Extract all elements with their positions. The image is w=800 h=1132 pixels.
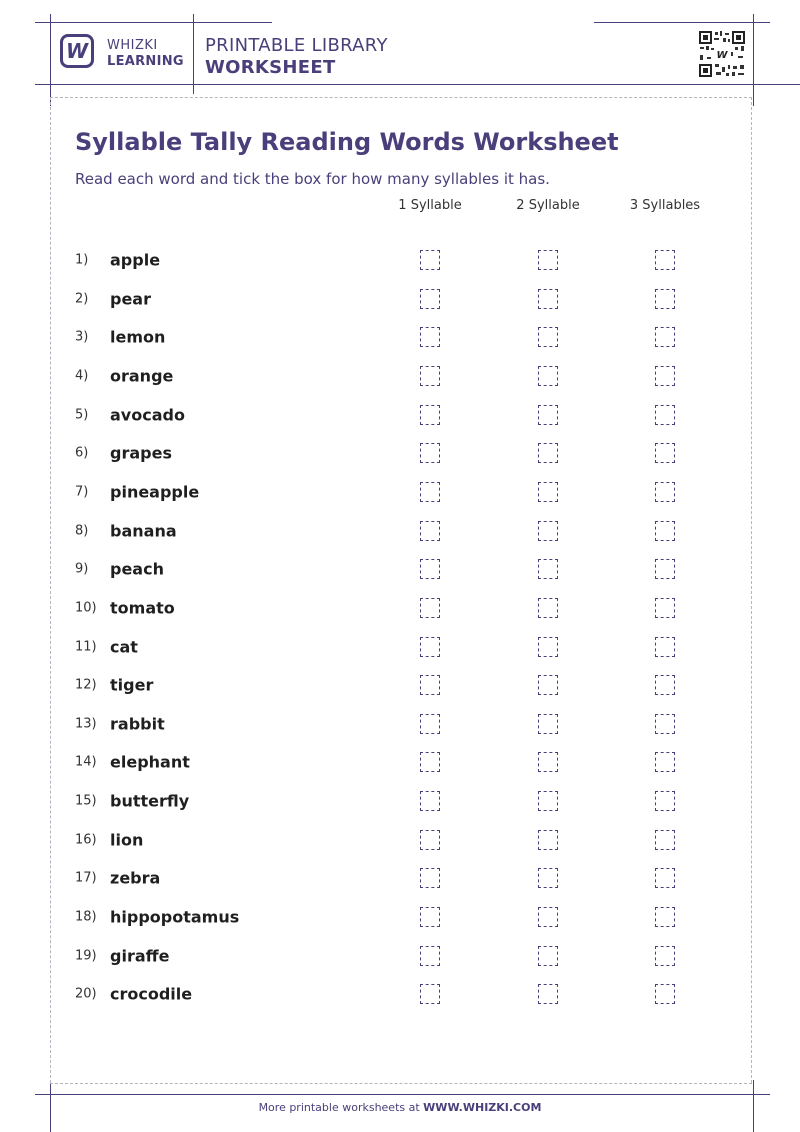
row-number: 9) [75, 561, 89, 577]
header-right-rule [753, 14, 754, 106]
tick-box-3-syllable[interactable] [655, 946, 675, 966]
row-number: 19) [75, 948, 97, 964]
tick-box-2-syllable[interactable] [538, 791, 558, 811]
tick-box-1-syllable[interactable] [420, 327, 440, 347]
row-number: 10) [75, 600, 97, 616]
library-label: PRINTABLE LIBRARY [205, 35, 388, 56]
tick-box-1-syllable[interactable] [420, 675, 440, 695]
brand-name-bottom: LEARNING [107, 54, 184, 69]
tick-box-3-syllable[interactable] [655, 598, 675, 618]
table-row [0, 357, 800, 395]
row-word: giraffe [110, 946, 170, 966]
row-number: 13) [75, 716, 97, 732]
tick-box-1-syllable[interactable] [420, 250, 440, 270]
column-header-1-syllable: 1 Syllable [398, 198, 462, 213]
table-row [0, 975, 800, 1013]
tick-box-3-syllable[interactable] [655, 327, 675, 347]
table-row [0, 898, 800, 936]
tick-box-2-syllable[interactable] [538, 250, 558, 270]
row-word: pear [110, 289, 151, 309]
table-row [0, 241, 800, 279]
table-row [0, 705, 800, 743]
tick-box-1-syllable[interactable] [420, 521, 440, 541]
tick-box-2-syllable[interactable] [538, 907, 558, 927]
tick-box-2-syllable[interactable] [538, 482, 558, 502]
row-number: 14) [75, 754, 97, 770]
row-number: 16) [75, 832, 97, 848]
tick-box-2-syllable[interactable] [538, 675, 558, 695]
tick-box-1-syllable[interactable] [420, 405, 440, 425]
row-number: 7) [75, 484, 89, 500]
row-number: 18) [75, 909, 97, 925]
tick-box-1-syllable[interactable] [420, 907, 440, 927]
tick-box-2-syllable[interactable] [538, 830, 558, 850]
row-word: cat [110, 637, 138, 656]
row-number: 2) [75, 291, 89, 307]
tick-box-2-syllable[interactable] [538, 559, 558, 579]
table-row [0, 550, 800, 588]
tick-box-1-syllable[interactable] [420, 289, 440, 309]
tick-box-2-syllable[interactable] [538, 868, 558, 888]
row-word: peach [110, 559, 164, 579]
tick-box-2-syllable[interactable] [538, 752, 558, 772]
tick-box-3-syllable[interactable] [655, 791, 675, 811]
row-word: lion [110, 830, 144, 850]
tick-box-2-syllable[interactable] [538, 714, 558, 734]
tick-box-3-syllable[interactable] [655, 289, 675, 309]
footer-top-rule [35, 1094, 770, 1095]
table-row [0, 434, 800, 472]
table-row [0, 512, 800, 550]
worksheet-label: WORKSHEET [205, 57, 336, 78]
row-word: rabbit [110, 714, 165, 734]
tick-box-3-syllable[interactable] [655, 675, 675, 695]
tick-box-2-syllable[interactable] [538, 521, 558, 541]
tick-box-2-syllable[interactable] [538, 946, 558, 966]
instructions-text: Read each word and tick the box for how many syllables it has. [75, 170, 550, 188]
row-word: zebra [110, 868, 161, 888]
table-row [0, 396, 800, 434]
tick-box-1-syllable[interactable] [420, 598, 440, 618]
table-row [0, 280, 800, 318]
page-border-top [50, 97, 752, 98]
table-row [0, 589, 800, 627]
tick-box-1-syllable[interactable] [420, 559, 440, 579]
tick-box-3-syllable[interactable] [655, 868, 675, 888]
tick-box-3-syllable[interactable] [655, 752, 675, 772]
row-number: 15) [75, 793, 97, 809]
tick-box-3-syllable[interactable] [655, 366, 675, 386]
row-number: 3) [75, 329, 89, 345]
page-title: Syllable Tally Reading Words Worksheet [75, 128, 619, 156]
tick-box-3-syllable[interactable] [655, 443, 675, 463]
row-number: 4) [75, 368, 89, 384]
row-word: pineapple [110, 482, 200, 502]
row-word: orange [110, 366, 174, 386]
header-divider-rule [193, 14, 194, 94]
tick-box-2-syllable[interactable] [538, 289, 558, 309]
row-word: avocado [110, 405, 185, 425]
brand-name-top: WHIZKI [107, 38, 158, 53]
table-row [0, 743, 800, 781]
tick-box-3-syllable[interactable] [655, 637, 675, 657]
whizki-logo-icon: W [60, 34, 94, 68]
row-word: grapes [110, 443, 172, 463]
row-number: 17) [75, 870, 97, 886]
tick-box-1-syllable[interactable] [420, 984, 440, 1004]
tick-box-3-syllable[interactable] [655, 559, 675, 579]
row-number: 12) [75, 677, 97, 693]
tick-box-2-syllable[interactable] [538, 405, 558, 425]
row-word: butterfly [110, 791, 190, 811]
row-word: apple [110, 250, 161, 270]
tick-box-1-syllable[interactable] [420, 752, 440, 772]
row-number: 5) [75, 407, 89, 423]
table-row [0, 859, 800, 897]
footer-site-link[interactable]: WWW.WHIZKI.COM [423, 1101, 542, 1114]
column-header-2-syllable: 2 Syllable [516, 198, 580, 213]
table-row [0, 666, 800, 704]
tick-box-3-syllable[interactable] [655, 250, 675, 270]
row-word: elephant [110, 752, 190, 772]
svg-text:W: W [716, 50, 728, 61]
row-number: 6) [75, 445, 89, 461]
tick-box-2-syllable[interactable] [538, 327, 558, 347]
tick-box-2-syllable[interactable] [538, 637, 558, 657]
tick-box-1-syllable[interactable] [420, 637, 440, 657]
row-number: 1) [75, 252, 89, 268]
qr-code-icon[interactable] [698, 30, 746, 78]
row-number: 8) [75, 523, 89, 539]
row-word: tiger [110, 675, 154, 695]
tick-box-1-syllable[interactable] [420, 946, 440, 966]
row-word: lemon [110, 327, 166, 347]
tick-box-1-syllable[interactable] [420, 791, 440, 811]
table-row [0, 782, 800, 820]
tick-box-1-syllable[interactable] [420, 443, 440, 463]
row-number: 20) [75, 986, 97, 1002]
row-word: hippopotamus [110, 907, 240, 927]
header-left-rule [50, 14, 51, 106]
tick-box-3-syllable[interactable] [655, 714, 675, 734]
row-number: 11) [75, 639, 97, 654]
tick-box-3-syllable[interactable] [655, 521, 675, 541]
tick-box-1-syllable[interactable] [420, 830, 440, 850]
tick-box-3-syllable[interactable] [655, 907, 675, 927]
row-word: tomato [110, 598, 175, 618]
tick-box-3-syllable[interactable] [655, 984, 675, 1004]
page-border-bottom [50, 1083, 752, 1084]
table-row [0, 821, 800, 859]
tick-box-1-syllable[interactable] [420, 714, 440, 734]
row-word: banana [110, 521, 177, 541]
tick-box-2-syllable[interactable] [538, 984, 558, 1004]
table-row [0, 628, 800, 666]
tick-box-1-syllable[interactable] [420, 868, 440, 888]
tick-box-3-syllable[interactable] [655, 830, 675, 850]
header-top-rule-left [35, 22, 272, 23]
table-row [0, 318, 800, 356]
header-top-rule-right [594, 22, 770, 23]
row-word: crocodile [110, 984, 193, 1004]
tick-box-3-syllable[interactable] [655, 482, 675, 502]
table-row [0, 937, 800, 975]
tick-box-2-syllable[interactable] [538, 366, 558, 386]
footer-prefix: More printable worksheets at [258, 1101, 424, 1114]
table-row [0, 473, 800, 511]
column-header-3-syllables: 3 Syllables [629, 198, 701, 213]
tick-box-1-syllable[interactable] [420, 482, 440, 502]
tick-box-3-syllable[interactable] [655, 405, 675, 425]
tick-box-2-syllable[interactable] [538, 443, 558, 463]
footer-text [0, 1101, 800, 1114]
tick-box-2-syllable[interactable] [538, 598, 558, 618]
tick-box-1-syllable[interactable] [420, 366, 440, 386]
header-bottom-rule [35, 84, 800, 85]
